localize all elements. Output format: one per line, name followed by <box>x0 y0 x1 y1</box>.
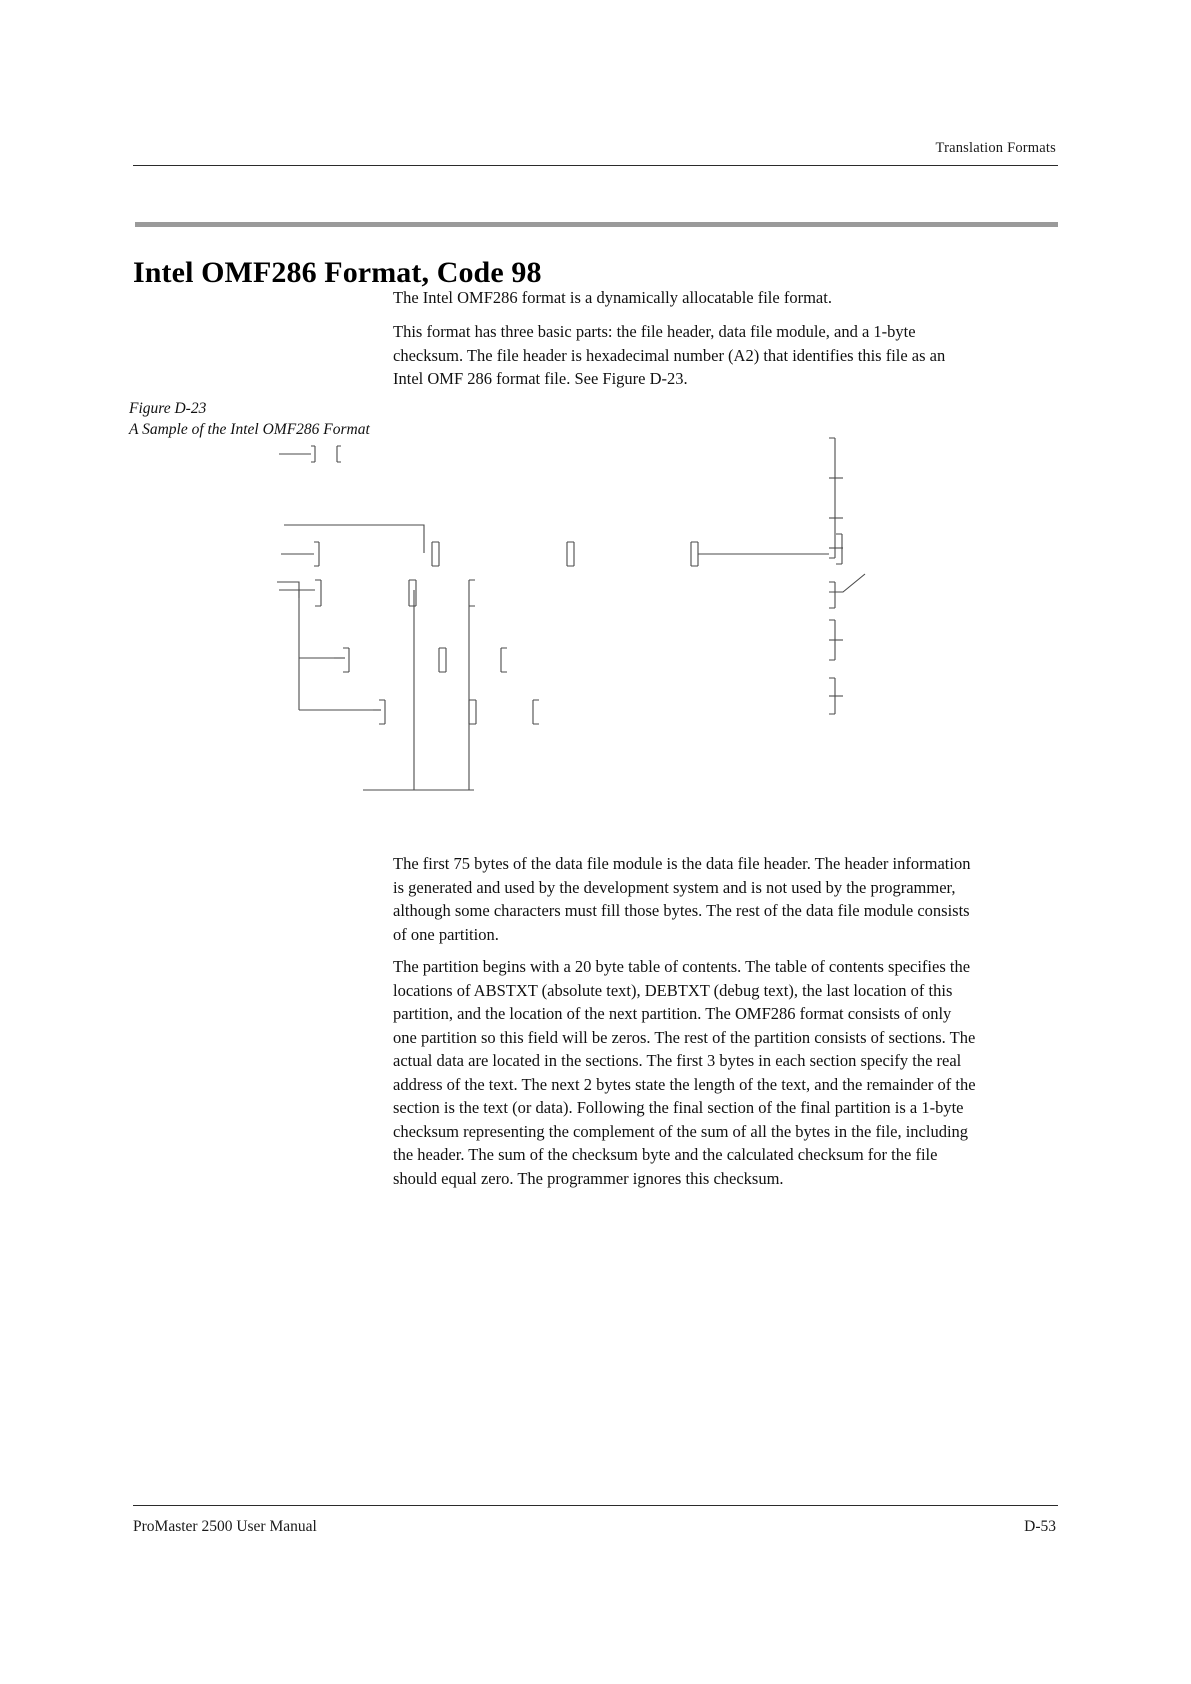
running-head: Translation Formats <box>935 140 1056 156</box>
paragraph-text: The partition begins with a 20 byte table of contents. The table of contents specifies the locations of ABSTXT (absolute text), DEBTXT (debug text), the last location of this partition, and the location of the next partition. The OMF286 format consists of only one partition so this field will be zeros. The rest of the partition consists of sections. The actual data are located in the sections. The first 3 bytes in each section specify the real address of the text. The next 2 bytes state the length of the text, and the remainder of the section is the text (or data). Following the final section of the final partition is a 1-byte checksum representing the complement of the sum of all the bytes in the file, including the header. The sum of the checksum byte and the calculated checksum for the file should equal zero. The programmer ignores this checksum. <box>393 957 976 1188</box>
footer-page-number: D-53 <box>1024 1518 1056 1535</box>
paragraph-partition <box>393 955 978 1190</box>
footer-rule <box>133 1505 1058 1506</box>
paragraph-format-parts <box>393 320 978 391</box>
figure-diagram <box>129 430 1059 820</box>
header-rule <box>133 165 1058 166</box>
paragraph-intro <box>393 286 978 310</box>
paragraph-text: The first 75 bytes of the data file module is the data file header. The header information is generated and used by the development system and is not used by the programmer, although some characters must fill those bytes. The rest of the data file module consists of one partition. <box>393 854 971 944</box>
section-accent-bar <box>135 222 1058 227</box>
paragraph-data-file-header <box>393 852 978 946</box>
paragraph-text: This format has three basic parts: the file header, data file module, and a 1-byte checksum. The file header is hexadecimal number (A2) that identifies this file as an Intel OMF 286 format file. See Figure D-23. <box>393 322 946 388</box>
footer-manual-title: ProMaster 2500 User Manual <box>133 1518 317 1535</box>
page-title: Intel OMF286 Format, Code 98 <box>133 256 542 290</box>
figure-number: Figure D-23 <box>129 400 207 417</box>
figure-title: A Sample of the Intel OMF286 Format <box>129 421 370 438</box>
paragraph-text: The Intel OMF286 format is a dynamically allocatable file format. <box>393 288 832 307</box>
